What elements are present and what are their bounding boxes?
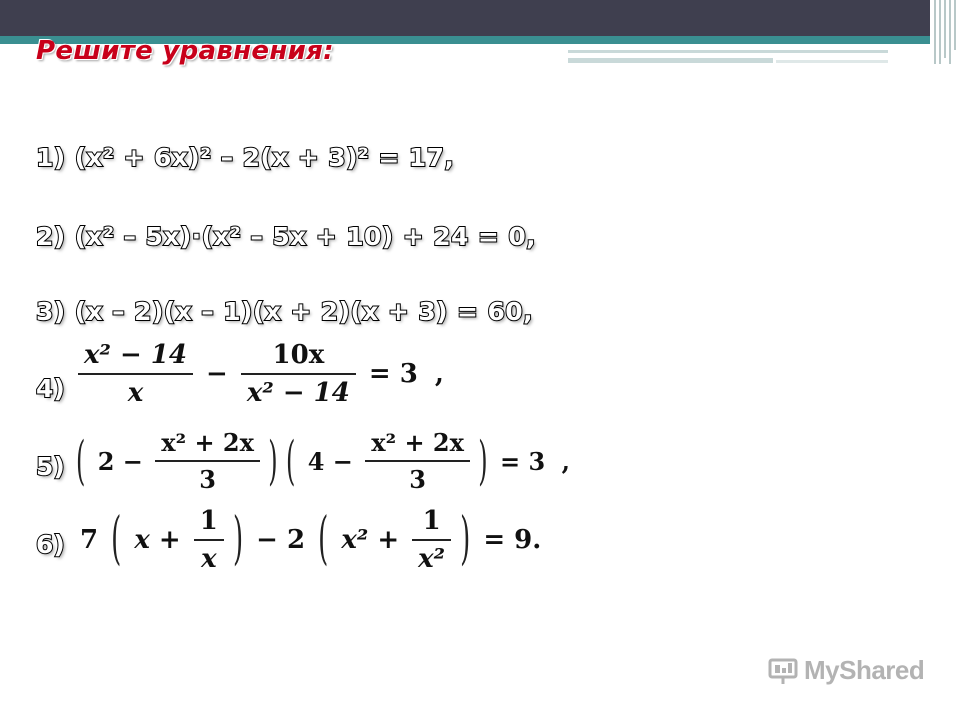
watermark-text: MyShared xyxy=(804,655,925,685)
numerator: x² + 2x xyxy=(161,428,254,457)
equation-4-label: 4) xyxy=(36,374,65,403)
comma: , xyxy=(561,446,570,476)
denominator: 3 xyxy=(409,465,426,494)
equation-5 xyxy=(76,428,574,494)
right-paren: ) xyxy=(268,430,278,492)
equation-5-label: 5) xyxy=(36,452,65,481)
watermark xyxy=(768,655,924,686)
coefficient: 7 xyxy=(80,525,99,555)
equation-1: 1) (x² + 6x)² – 2(x + 3)² = 17, xyxy=(36,143,455,172)
denominator: x² − 14 xyxy=(246,378,350,408)
operator: − xyxy=(206,359,228,389)
left-paren: ( xyxy=(318,507,329,573)
header-line xyxy=(568,58,773,63)
operator: − 2 xyxy=(256,525,306,555)
denominator: x² xyxy=(418,544,446,574)
fraction xyxy=(194,506,224,574)
presentation-board-icon xyxy=(768,657,798,685)
right-hand-side: = 3 xyxy=(368,359,418,389)
denominator: 3 xyxy=(199,465,216,494)
denominator: x xyxy=(127,378,144,408)
equation-3: 3) (x – 2)(x – 1)(x + 2)(x + 3) = 60, xyxy=(36,297,533,326)
top-bar xyxy=(0,0,930,36)
equation-6 xyxy=(76,506,545,574)
numerator: 1 xyxy=(199,506,218,536)
left-paren: ( xyxy=(286,430,296,492)
equation-2: 2) (x² – 5x)·(x² – 5x + 10) + 24 = 0, xyxy=(36,222,537,251)
equation-4 xyxy=(78,340,448,408)
denominator: x xyxy=(201,544,217,574)
header-line xyxy=(776,60,888,63)
left-paren: ( xyxy=(111,507,122,573)
term: 4 − xyxy=(307,446,353,476)
left-paren: ( xyxy=(76,430,86,492)
right-paren: ) xyxy=(232,507,244,573)
right-paren: ) xyxy=(478,430,488,492)
numerator: x² − 14 xyxy=(84,340,187,370)
numerator: x² + 2x xyxy=(371,428,464,457)
comma: , xyxy=(434,359,444,389)
header-line xyxy=(568,50,888,53)
fraction xyxy=(78,340,193,408)
right-hand-side: = 9. xyxy=(483,525,542,555)
corner-stripes xyxy=(930,0,960,64)
slide-title: Решите уравнения: xyxy=(36,36,334,66)
fraction xyxy=(365,428,470,494)
term: 2 − xyxy=(97,446,143,476)
term: x + xyxy=(134,525,181,555)
right-paren: ) xyxy=(460,507,471,573)
numerator: 10x xyxy=(272,340,325,370)
term: x² + xyxy=(341,525,400,555)
right-hand-side: = 3 xyxy=(500,446,546,476)
fraction xyxy=(241,340,356,408)
equation-6-label: 6) xyxy=(36,530,65,559)
fraction xyxy=(412,506,451,574)
fraction xyxy=(155,428,260,494)
numerator: 1 xyxy=(422,506,441,536)
